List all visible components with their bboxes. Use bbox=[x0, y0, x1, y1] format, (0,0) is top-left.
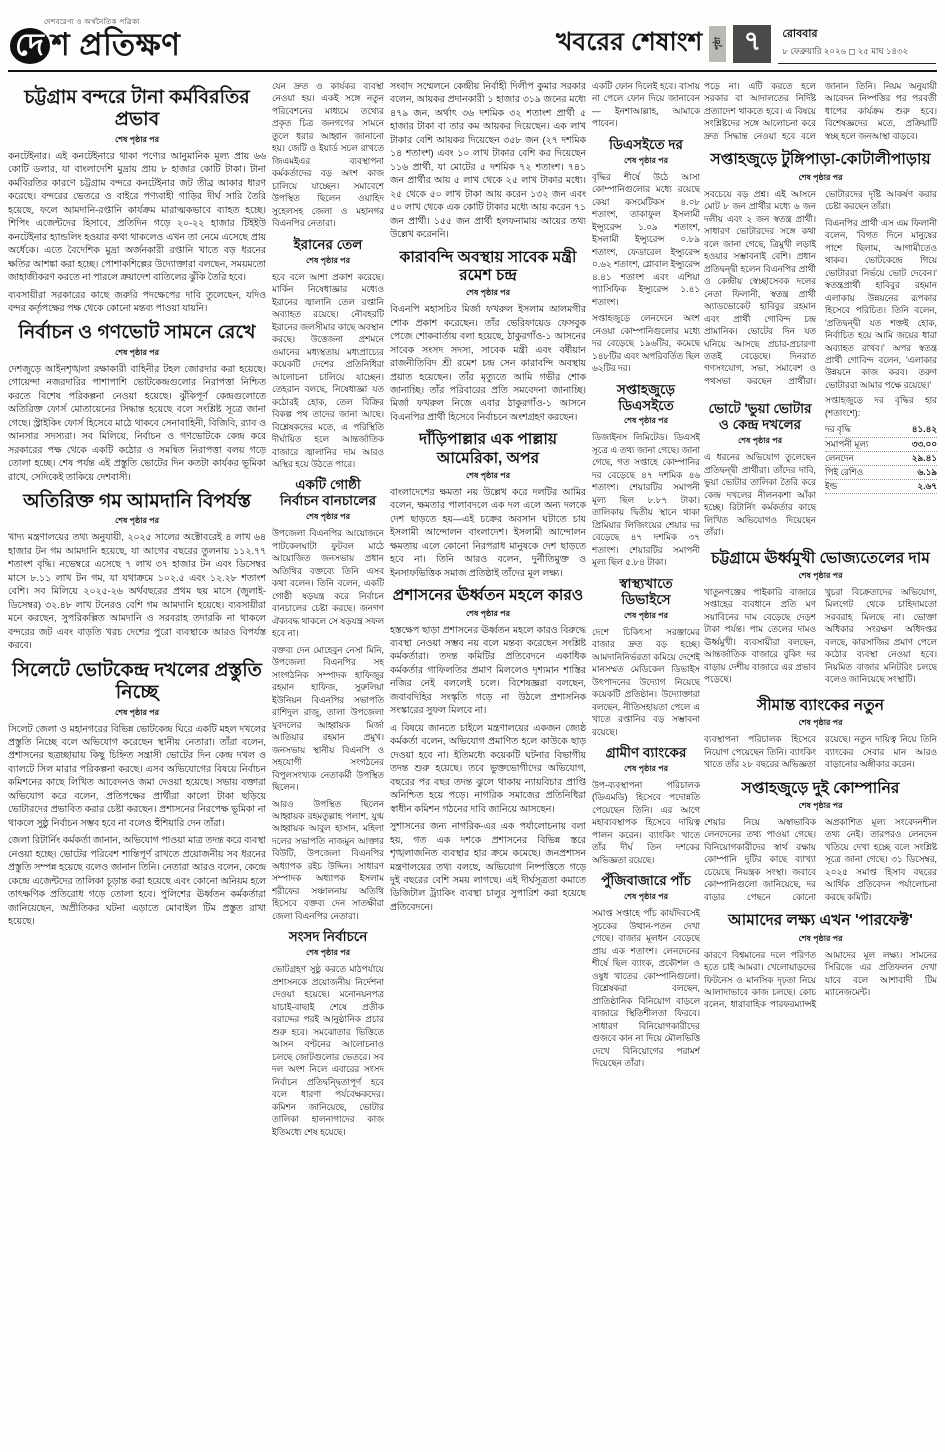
continued-from-label: শেষ পৃষ্ঠার পর bbox=[623, 416, 669, 426]
article-headline: চট্টগ্রাম বন্দরে টানা কর্মবিরতির প্রভাব bbox=[24, 87, 250, 131]
article-paragraph: সবচেয়ে বড় প্রশ্ন। এই আসনে মোট ৮ জন প্রার্থীর মধ্যে ৬ জন দলীয় এবং ২ জন স্বতন্ত্র প্রার্থী। সাধারণ ভোটারদের সঙ্গে কথা বলে জানা গেছে, ত্রিমুখী লড়াই হওয়ার সম্ভাবনাই বেশি। প্রধান প্রতিদ্বন্দ্বী হলেন বিএনপির প্রার্থী ও কেন্দ্রীয় স্বেচ্ছাসেবক দলের নেতা ফিলানী, স্বতন্ত্র প্রার্থী অ্যাডভোকেট হাবিবুর রহমান এবং প্রার্থী গোবিন্দ চন্দ্র প্রামানিক। ভোটের দিন যত ঘনিয়ে আসছে প্রচার-প্রচারণা ততই বেড়েছে। দিনরাত গণসংযোগ, সভা, সমাবেশ ও পথসভা করছেন প্রার্থীরা। ভোটারদের দৃষ্টি আকর্ষণ করার চেষ্টা করছেন তাঁরা। bbox=[704, 188, 937, 386]
article-paragraph: ব্যবসায়ীরা সরকারের কাছে জরুরি পদক্ষেপের দাবি তুলেছেন, যদিও বন্দর কর্তৃপক্ষের পক্ষ থেকে কোনো মন্তব্য পাওয়া যায়নি। bbox=[8, 289, 266, 313]
article-headline: সপ্তাহজুড়ে দুই কোম্পানির bbox=[741, 779, 900, 797]
continued-from-label: শেষ পৃষ্ঠার পর bbox=[737, 436, 783, 446]
header-rule bbox=[8, 70, 937, 72]
article-paragraph: বৃদ্ধির শীর্ষে উঠে আসা কোম্পানিগুলোর মধ্যে রয়েছে কেয়া কসমেটিকস ৪.০৮ শতাংশ, তাকাফুল ইসলামী ইন্স্যুরেন্স ১.০৯ শতাংশ, ইসলামী ইন্স্যুরেন্স ০.৮৯ শতাংশ, ফেডারেল ইন্স্যুরেন্স ০.৬২ শতাংশ, গ্লোবাল ইন্স্যুরেন্স ৪.৪১ শতাংশ এবং এশিয়া প্যাসিফিক ইন্স্যুরেন্স ১.৪১ শতাংশ। bbox=[592, 171, 700, 307]
article-paragraph: সপ্তাহজুড়ে দর বৃদ্ধির হার (শতাংশে): bbox=[825, 395, 937, 418]
article bbox=[390, 80, 586, 242]
article bbox=[592, 873, 700, 1069]
article-headline: গ্রামীণ ব্যাংকের bbox=[605, 744, 687, 760]
article bbox=[8, 322, 266, 484]
article bbox=[390, 249, 586, 425]
quote-row bbox=[825, 466, 937, 480]
article-headline: কারাবন্দি অবস্থায় সাবেক মন্ত্রী রমেশ চন্দ্র bbox=[399, 248, 577, 284]
two-column-body bbox=[704, 733, 937, 772]
continued-from-label: শেষ পৃষ্ঠার পর bbox=[798, 933, 843, 943]
dateline bbox=[778, 23, 936, 64]
quote-label: ইল্ড bbox=[825, 481, 838, 492]
two-column-body bbox=[704, 816, 937, 905]
page-number: ৭ bbox=[733, 25, 771, 63]
article bbox=[825, 394, 937, 494]
article-paragraph: খাতুনগঞ্জের পাইকারি বাজারে সপ্তাহের ব্যবধানে প্রতি মণ সয়াবিনের দাম বেড়েছে দেড়শ টাকা পর্যন্ত। পাম তেলের দামও ঊর্ধ্বমুখী। ব্যবসায়ীরা বলছেন, আন্তর্জাতিক বাজারে বুকিং দর বাড়ায় দেশীয় বাজারে এর প্রভাব পড়েছে। bbox=[704, 586, 816, 685]
article-paragraph: শেয়ার নিয়ে অস্বাভাবিক লেনদেনের তথ্য পাওয়া গেছে। বিনিয়োগকারীদের স্বার্থ রক্ষায় কোম্পানি দুটির কাছে ব্যাখ্যা চেয়েছে নিয়ন্ত্রক সংস্থা। জবাবে কোম্পানিগুলো জানিয়েছে, দর বাড়ার পেছনে কোনো অপ্রকাশিত মূল্য সংবেদনশীল তথ্য নেই। তারপরও লেনদেন খতিয়ে দেখা হচ্ছে বলে সংশ্লিষ্ট সূত্রে জানা গেছে। ৩১ ডিসেম্বর, ২০২৫ সমাপ্ত হিসাব বছরের আর্থিক প্রতিবেদন পর্যালোচনা করছে কমিটি। bbox=[704, 816, 937, 902]
article-paragraph: বিএনপির প্রার্থী এস এম ফিলানী বলেন, 'বিগত দিনে মানুষের পাশে ছিলাম, আগামীতেও থাকব। ভোটকেন্দ্রে গিয়ে ভোটাররা নির্ভয়ে ভোট দেবেন।' স্বতন্ত্রপ্রার্থী হাবিবুর রহমান এলাকায় উন্নয়নের রূপকার হিসেবে পরিচিত। তিনি বলেন, 'প্রতিদ্বন্দ্বী যত শক্তই হোক, নির্বাচিত হয়ে আমি জয়ের ধারা অব্যাহত রাখব।' অপর স্বতন্ত্র প্রার্থী গোবিন্দ বলেন, 'এলাকার উন্নয়নে কাজ করব। তরুণ ভোটাররা আমার পক্ষে রয়েছে।' bbox=[825, 217, 937, 390]
quote-row bbox=[825, 438, 937, 452]
newspaper-column bbox=[592, 80, 700, 1446]
continued-from-label: শেষ পৃষ্ঠার পর bbox=[798, 800, 843, 810]
quote-label: দর বৃদ্ধি bbox=[825, 424, 851, 435]
masthead-logo-bubble: দে bbox=[10, 28, 50, 64]
article-headline: ইরানের তেল bbox=[293, 236, 363, 252]
article bbox=[592, 382, 700, 569]
quote-row bbox=[825, 480, 937, 494]
quote-row bbox=[825, 423, 937, 437]
continued-from-label: শেষ পৃষ্ঠার পর bbox=[305, 948, 351, 958]
newspaper-column bbox=[390, 80, 586, 1446]
article-paragraph: হবে বলে আশা প্রকাশ করেছে। মার্কিন নিষেধাজ্ঞার মধ্যেও ইরানের জ্বালানি তেল রপ্তানি অব্যাহত রয়েছে। নৌবহরটি ইরানের জলসীমার কাছে অবস্থান করছে। উত্তেজনা প্রশমনে ওমানের মধ্যস্থতায় মধ্যপ্রাচ্যের কয়েকটি দেশের প্রতিনিধিরা আলোচনা চালিয়ে যাচ্ছেন। তেহরান বলছে, নিষেধাজ্ঞা যত কঠোরই হোক, তেল বিক্রির বিকল্প পথ তাদের জানা আছে। বিশ্লেষকদের মতে, এ পরিস্থিতি দীর্ঘায়িত হলে আন্তর্জাতিক বাজারে জ্বালানির দাম আরও অস্থির হয়ে উঠতে পারে। bbox=[272, 271, 384, 469]
page-header bbox=[556, 22, 938, 65]
article-paragraph: সংবাদ সম্মেলনে কেন্দ্রীয় নির্বাহী দিলীপ কুমার সরকার বলেন, আয়কর প্রদানকারী ১ হাজার ৩১৯ জনের মধ্যে ৪৭৯ জন, অর্থাৎ ৩৬ দশমিক ৩২ শতাংশ প্রার্থী ৫ হাজার টাকা বা তার কম আয়কর দিয়েছেন। এক লাখ টাকার বেশি আয়কর দিয়েছেন ৩৫৮ জন (২৭ দশমিক ১৪ শতাংশ) এবং ১০ লাখ টাকার বেশি কর দিয়েছেন ১১৬ প্রার্থী, যা মোটের ৫ দশমিক ৭২ শতাংশ। ৭৪১ জন প্রার্থীর আয় ৫ লাখ থেকে ২৫ লাখ টাকার মধ্যে। ২৫ থেকে ৫০ লাখ টাকা আয় করেন ১৩২ জন এবং ৫০ লাখ থেকে এক কোটি টাকার মধ্যে আয় করেন ৭১ জন প্রার্থী। ১৫৫ জন প্রার্থী হলফনামায় আয়ের তথ্য উল্লেখ করেননি। bbox=[390, 81, 586, 240]
article-headline: প্রশাসনের ঊর্ধ্বতন মহলে কারও bbox=[392, 587, 584, 605]
article-paragraph: একটি ফোন দিলেই হবে। বাসায় না পেলে ফোন দিয়ে জানাবেন— ইনশাআল্লাহ, আমাকে পাবেন। bbox=[592, 81, 700, 129]
newspaper-title-text: শ প্রতিক্ষণ bbox=[51, 27, 181, 62]
date-label: ৮ ফেব্রুয়ারি ২০২৬ ◻ ২৫ মাঘ ১৪৩২ bbox=[782, 46, 909, 56]
article-paragraph: খাদ্য মন্ত্রণালয়ের তথ্য অনুযায়ী, ২০২৫ সালের অক্টোবরেই ৪ লাখ ৬৪ হাজার টন গম আমদানি হয়েছে, যা আগের বছরের তুলনায় ১১২.৭৭ শতাংশ বৃদ্ধি। নভেম্বরে এসেছে ৭ লাখ ৩৭ হাজার টন এবং ডিসেম্বর মাসে ৮.১১ লাখ টন গম, যা যথাক্রমে ১০২.৫ এবং ১২.২৮ শতাংশ বেশি। সব মিলিয়ে ২০২৫-২৬ অর্থবছরের প্রথম ছয় মাসে (জুলাই-ডিসেম্বর) ৩২.৪৮ লাখ টনেরও বেশি গম আমদানি হয়েছে। ব্যবসায়ীরা মনে করছেন, সুপরিকল্পিত আমদানি ও সরবরাহ তদারকি না থাকলে বন্দরের জট এবং বাড়তি খরচ দেশের পুরো ব্যবস্থাকে আরও বিপর্যস্ত করবে। bbox=[8, 532, 266, 651]
article-headline: সিলেটে ভোটকেন্দ্র দখলের প্রস্তুতি নিচ্ছে bbox=[12, 659, 262, 704]
article bbox=[592, 80, 700, 130]
continued-from-label: শেষ পৃষ্ঠার পর bbox=[114, 707, 160, 717]
article-paragraph: বাংলাদেশের ক্ষমতা নয় উল্লেখ করে দলটির আমির বলেন, ক্ষমতার পালাবদলে এক দল এলে অন্য দলকে দেশ ছাড়তে হয়—এই চক্রের অবসান ঘটাতে চায় ইসলামী আন্দোলন বাংলাদেশ। ইসলামী আন্দোলন ক্ষমতায় এলে কোনো নিরপরাধ মানুষকে দেশ ছাড়তে হবে না। তিনি আরও বলেন, দুর্নীতিমুক্ত ও ইনসাফভিত্তিক সমাজ প্রতিষ্ঠাই তাঁদের মূল লক্ষ্য। bbox=[390, 486, 586, 578]
article-headline: সপ্তাহজুড়ে টুঙ্গিপাড়া-কোটালীপাড়ায় bbox=[710, 151, 931, 169]
right-region-section bbox=[704, 697, 937, 773]
continued-from-label: শেষ পৃষ্ঠার পর bbox=[114, 516, 160, 526]
continued-from-label: শেষ পৃষ্ঠার পর bbox=[114, 347, 160, 357]
article-paragraph: ভোটগ্রহণ সুষ্ঠু করতে মাঠপর্যায়ে প্রশাসনকে প্রয়োজনীয় নির্দেশনা দেওয়া হয়েছে। মনোনয়নপত্র যাচাই-বাছাই শেষে প্রতীক বরাদ্দের পরই আনুষ্ঠানিক প্রচার শুরু হবে। সমঝোতার ভিত্তিতে আসন বণ্টনের আলোচনাও চলছে জোটগুলোর ভেতরে। সব দল অংশ নিলে এবারের সংসদ নির্বাচন প্রতিদ্বন্দ্বিতাপূর্ণ হবে বলে ধারণা পর্যবেক্ষকদের। কমিশন জানিয়েছে, ভোটার তালিকা হালনাগাদের কাজ ইতিমধ্যে শেষ হয়েছে। bbox=[272, 964, 384, 1137]
split-left bbox=[704, 394, 816, 542]
continued-from-label: শেষ পৃষ্ঠার পর bbox=[114, 134, 160, 144]
continued-from-label: শেষ পৃষ্ঠার পর bbox=[465, 608, 511, 618]
continued-from-label: শেষ পৃষ্ঠার পর bbox=[465, 288, 511, 298]
two-column-body bbox=[704, 586, 937, 690]
continued-from-label: শেষ পৃষ্ঠার পর bbox=[623, 155, 669, 165]
continued-from-label: শেষ পৃষ্ঠার পর bbox=[465, 470, 511, 480]
right-region bbox=[704, 80, 937, 1446]
article-paragraph: যেন দ্রুত ও কার্যকর ব্যবস্থা নেওয়া হয়। একই সঙ্গে নতুন পরিবেশনের মাধ্যমে তথ্যের প্রকৃত চিত্র জনগণের সামনে তুলে ধরার আহ্বান জানানো হয়। জেটি ও ইয়ার্ড সচল রাখতে জিএমইএর ব্যবস্থাপনা কর্মকর্তাদের বড় অংশ কাজ চালিয়ে যাচ্ছেন। সমাবেশে উপস্থিত ছিলেন ওয়াহিদ সুহেলসহ জেলা ও মহানগর বিএনপির নেতারা। bbox=[272, 81, 384, 229]
article-paragraph: জেলা রিটার্নিং কর্মকর্তা জানান, অভিযোগ পাওয়া মাত্র তদন্ত করে ব্যবস্থা নেওয়া হচ্ছে। ভোটের পরিবেশ শান্তিপূর্ণ রাখতে প্রয়োজনীয় সব ধরনের প্রস্তুতি সম্পন্ন হয়েছে বলেও জানান তিনি। নেতারা আরও বলেন, কেন্দ্রে কেন্দ্রে এজেন্টদের তালিকা চূড়ান্ত করা হয়েছে এবং কোনো অনিয়ম হলে তাৎক্ষণিক প্রতিরোধ গড়ে তোলা হবে। পুলিশের ঊর্ধ্বতন কর্মকর্তারা জানিয়েছেন, অপ্রীতিকর ঘটনা এড়াতে মোবাইল টিম প্রস্তুত রাখা হয়েছে। bbox=[8, 835, 266, 927]
article-headline: ভোটে 'ভুয়া ভোটার ও কেন্দ্র দখলের bbox=[708, 401, 812, 433]
day-label: রোববার bbox=[782, 28, 818, 40]
article bbox=[390, 587, 586, 914]
article bbox=[704, 401, 816, 538]
article-headline: ডিএসইতে দর bbox=[609, 136, 683, 152]
quote-label: পিই রেশিও bbox=[825, 466, 864, 477]
article-paragraph: সমাপ্ত সপ্তাহে পাঁচ কার্যদিবসেই সূচকের উত্থান-পতন দেখা গেছে। বাজার মূলধন বেড়েছে প্রায় এক শতাংশ। লেনদেনের শীর্ষে ছিল ব্যাংক, প্রকৌশল ও ওষুধ খাতের কোম্পানিগুলো। বিশ্লেষকরা বলছেন, প্রাতিষ্ঠানিক বিনিয়োগ বাড়লে বাজারে স্থিতিশীলতা ফিরবে। সাধারণ বিনিয়োগকারীদের গুজবে কান না দিয়ে মৌলভিত্তি দেখে বিনিয়োগের পরামর্শ দিয়েছেন তাঁরা। bbox=[592, 908, 700, 1069]
right-region-section bbox=[704, 780, 937, 906]
article bbox=[272, 80, 384, 230]
article bbox=[8, 87, 266, 315]
article-paragraph: বিএনপি মহাসচিব মির্জা ফখরুল ইসলাম আলমগীর শোক প্রকাশ করেছেন। তাঁর ভেরিফায়েড ফেসবুক পেজে শোকবার্তায় বলা হয়েছে, ঠাকুরগাঁও-১ আসনের সাবেক সংসদ সদস্য, সাবেক মন্ত্রী এবং বর্ষীয়ান রাজনীতিবিদ শ্রী রমেশ চন্দ্র সেন কারাবন্দি অবস্থায় প্রয়াত হয়েছেন। তাঁর মৃত্যুতে আমি গভীর শোক জানাচ্ছি। তাঁর পরিবারের প্রতি সমবেদনা জানাচ্ছি। মির্জা ফখরুল নিজে এবার ঠাকুরগাঁও-১ আসনে বিএনপির প্রার্থী হিসেবে নির্বাচনে অংশগ্রহণ করছেন। bbox=[390, 304, 586, 422]
article bbox=[272, 237, 384, 471]
article-paragraph: উপজেলা বিএনপির আয়োজনে পাটকেলঘাটা ফুটবল মাঠে আয়োজিত জনসভায় প্রধান অতিথির বক্তব্যে তিনি এসব কথা বলেন। তিনি বলেন, একটি গোষ্ঠী ষড়যন্ত্র করে নির্বাচন বানচালের চেষ্টা করছে। জনগণ ঐক্যবদ্ধ থাকলে সে ষড়যন্ত্র সফল হবে না। bbox=[272, 528, 384, 639]
article-paragraph: দেশজুড়ে আইনশৃঙ্খলা রক্ষাকারী বাহিনীর টহল জোরদার করা হয়েছে। গোয়েন্দা নজরদারির পাশাপাশি ভোটকেন্দ্রগুলোর নিরাপত্তা নিশ্চিত করতে বিশেষ পরিকল্পনা নেওয়া হয়েছে। ঝুঁকিপূর্ণ কেন্দ্রগুলোতে অতিরিক্ত ফোর্স মোতায়েনের সিদ্ধান্ত হয়েছে বলে সংশ্লিষ্ট সূত্রে জানা গেছে। স্ট্রাইকিং ফোর্স হিসেবে মাঠে থাকবে সেনাবাহিনী, বিজিবি, র‌্যাব ও আনসার সদস্যরা। সব মিলিয়ে, নির্বাচন ও গণভোটকে কেন্দ্র করে সরকারের পক্ষ থেকে একটি কঠোর ও সমন্বিত নিরাপত্তা বলয় গড়ে তোলা হচ্ছে। শেষ পর্যন্ত এই প্রস্তুতি ভোটের দিন কতটা কার্যকর ভূমিকা রাখে, সেদিকেই তাকিয়ে দেশবাসী। bbox=[8, 363, 266, 482]
continued-from-label: শেষ পৃষ্ঠার পর bbox=[305, 512, 351, 522]
article-paragraph: সপ্তাহজুড়ে লেনদেনে অংশ নেওয়া কোম্পানিগুলোর মধ্যে দর বেড়েছে ১৯৬টির, কমেছে ১৪৮টির এবং অপরিবর্তিত ছিল ৬২টির দর। bbox=[592, 313, 700, 374]
article-paragraph: সিলেট জেলা ও মহানগরের বিভিন্ন ভোটকেন্দ্র ঘিরে একটি মহল দখলের প্রস্তুতি নিচ্ছে বলে অভিযোগ করেছেন স্থানীয় নেতারা। তাঁরা বলেন, প্রশাসনের ছত্রচ্ছায়ায় কিছু চিহ্নিত সন্ত্রাসী ভোটের দিন কেন্দ্র দখল ও ব্যালটে সিল মারার পরিকল্পনা করছে। এসব অভিযোগের বিষয়ে নির্বাচন কমিশনের কাছে লিখিত আবেদনও জমা দেওয়া হয়েছে। সভায় বক্তারা অভিযোগ করে বলেন, প্রতিপক্ষের প্রার্থীরা কালো টাকা ছড়িয়ে ভোটারদের প্রভাবিত করার চেষ্টা করছেন। প্রশাসনের নিরপেক্ষ ভূমিকা না থাকলে সুষ্ঠু নির্বাচন সম্ভব হবে না বলেও হুঁশিয়ারি দেন তাঁরা। bbox=[8, 723, 266, 828]
article-headline: একটি গোষ্ঠী নির্বাচন বানচালের bbox=[279, 477, 377, 509]
article bbox=[592, 576, 700, 738]
article-paragraph: ডিজাইনস লিমিটেড। ডিএসই সূত্রে এ তথ্য জানা গেছে। জানা গেছে, গত সপ্তাহে কোম্পানির দর বেড়েছে ৪৭ দশমিক ৪৬ শতাংশ। শেয়ারটির সমাপনী মূল্য ছিল ৮.৮৭ টাকা। তালিকায় দ্বিতীয় স্থানে থাকা প্রিমিয়ার লিজিংয়ের শেয়ার দর বেড়েছে ৪৭ দশমিক ৩৭ শতাংশ। শেয়ারটির সমাপনী মূল্য ছিল ৫.৮৪ টাকা। bbox=[592, 432, 700, 568]
split-right bbox=[825, 394, 937, 542]
article bbox=[8, 491, 266, 653]
continued-from-label: শেষ পৃষ্ঠার পর bbox=[305, 255, 351, 265]
two-column-body bbox=[704, 188, 937, 392]
article-headline: সংসদ নির্বাচনে bbox=[288, 929, 368, 945]
article bbox=[592, 137, 700, 375]
article bbox=[272, 477, 384, 922]
article-paragraph: এ বিষয়ে জানতে চাইলে মন্ত্রণালয়ের একজন জ্যেষ্ঠ কর্মকর্তা বলেন, অভিযোগ প্রমাণিত হলে কাউকে ছাড় দেওয়া হবে না। ইতিমধ্যে কয়েকটি ঘটনার বিভাগীয় তদন্ত শুরু হয়েছে। তবে ভুক্তভোগীদের অভিযোগ, বছরের পর বছর তদন্ত ঝুলে থাকায় ন্যায়বিচার প্রাপ্তি অনিশ্চিত হয়ে পড়ে। নাগরিক সমাজের প্রতিনিধিরা স্বাধীন কমিশন গঠনের দাবি জানিয়ে আসছেন। bbox=[390, 722, 586, 814]
masthead bbox=[10, 16, 430, 64]
continued-from-label: শেষ পৃষ্ঠার পর bbox=[798, 570, 843, 580]
quote-value: ২.৬৭ bbox=[917, 481, 937, 492]
article-paragraph: বক্তব্য দেন মোহেবুন নেসা মিনি, উপজেলা বিএনপির সহ সাংগঠনিক সম্পাদক হাফিজুর রহমান হাফিজ, সুরুলিয়া ইউনিয়ন বিএনপির সভাপতি রাশিদুল রাজু, তালা উপজেলা যুবদলের আহ্বায়ক মির্জা আতিয়ার রহমান প্রমুখ। জনসভায় স্থানীয় বিএনপি ও সহযোগী সংগঠনের বিপুলসংখ্যক নেতাকর্মী উপস্থিত ছিলেন। bbox=[272, 644, 384, 793]
continued-from-label: শেষ পৃষ্ঠার পর bbox=[623, 763, 669, 773]
article bbox=[592, 745, 700, 866]
article bbox=[390, 431, 586, 580]
continued-from-label: শেষ পৃষ্ঠার পর bbox=[623, 892, 669, 902]
article-paragraph: খুচরা বিক্রেতাদের অভিযোগ, মিলগেট থেকে চাহিদামতো সরবরাহ মিলছে না। ভোক্তা অধিকার সংরক্ষণ অধিদপ্তর বলছে, কারসাজির প্রমাণ পেলে কঠোর ব্যবস্থা নেওয়া হবে। নিয়মিত বাজার মনিটরিং চলছে বলেও জানিয়েছে সংস্থাটি। bbox=[825, 586, 937, 685]
article-paragraph: আরও উপস্থিত ছিলেন আহ্বায়ক রহমতুল্লাহ পলাশ, যুগ্ম আহ্বায়ক আবুল হাসান, মহিলা দলের সভাপতি নাজমুন আক্তার বিউটি, উপজেলা বিএনপির অধ্যাপক রইচ উদ্দিন। সাধারণ সম্পাদক অধ্যাপক ইসলাম শরীফের সঞ্চালনায় অতিথি হিসেবে বক্তব্য দেন সাতক্ষীরা জেলা বিএনপির নেতারা। bbox=[272, 798, 384, 921]
page-label: পৃষ্ঠা bbox=[709, 26, 726, 62]
article-paragraph: উপ-ব্যবস্থাপনা পরিচালক (ডিএমডি) হিসেবে পদোন্নতি পেয়েছেন তিনি। এর আগে মহাব্যবস্থাপক হিসেবে দায়িত্ব পালন করেন। ব্যাংকিং খাতে তাঁর দীর্ঘ তিন দশকের অভিজ্ঞতা রয়েছে। bbox=[592, 779, 700, 865]
article-headline: চট্টগ্রামে ঊর্ধ্বমুখী ভোজ্যতেলের দাম bbox=[711, 549, 930, 567]
continued-from-label: শেষ পৃষ্ঠার পর bbox=[798, 172, 843, 182]
two-column-body bbox=[704, 949, 937, 1011]
article-headline: আমাদের লক্ষ্য এখন 'পারফেক্ট' bbox=[728, 912, 913, 930]
article-headline: পুঁজিবাজারে পাঁচ bbox=[601, 873, 691, 889]
article-paragraph: পড়ে না। এটি করতে হলে সরকার বা আদালতের নির্দিষ্ট প্রত্যাদেশ থাকতে হবে। এ বিষয়ে সংশ্লিষ্টদের সঙ্গে আলোচনা করে দ্রুত সিদ্ধান্ত নেওয়া হবে বলে জানান তিনি। নিয়ম অনুযায়ী আবেদন নিষ্পত্তির পর পরবর্তী ধাপের কার্যক্রম শুরু হবে। বিশেষজ্ঞদের মতে, প্রক্রিয়াটি স্বচ্ছ হলে জনআস্থা বাড়বে। bbox=[704, 81, 937, 141]
quote-row bbox=[825, 452, 937, 466]
article-paragraph: ব্যবস্থাপনা পরিচালক হিসেবে নিয়োগ পেয়েছেন তিনি। ব্যাংকিং খাতে তাঁর ২৮ বছরের অভিজ্ঞতা রয়েছে। নতুন দায়িত্ব নিয়ে তিনি ব্যাংকের সেবার মান আরও বাড়ানোর অঙ্গীকার করেন। bbox=[704, 734, 937, 770]
article-headline: স্বাস্থ্যখাতে ডিভাইসে bbox=[619, 575, 673, 607]
quote-label: সমাপনী মূল্য bbox=[825, 438, 869, 449]
right-region-section bbox=[704, 151, 937, 391]
newspaper-column bbox=[8, 80, 266, 1446]
article-headline: দাঁড়িপাল্লার এক পাল্লায় আমেরিকা, অপর bbox=[418, 431, 558, 467]
two-column-body bbox=[704, 80, 937, 144]
quote-value: ২৯.৪১ bbox=[911, 452, 937, 463]
article-headline: নির্বাচন ও গণভোট সামনে রেখে bbox=[18, 322, 256, 344]
right-region-section bbox=[704, 394, 937, 542]
quote-value: ৬.১৯ bbox=[917, 466, 937, 477]
article-paragraph: কারণে বিশ্বমানের দলে পরিণত হতে চাই আমরা। খেলোয়াড়দের ফিটনেস ও মানসিক দৃঢ়তা নিয়ে আলাদাভাবে কাজ চলছে। কোচ বলেন, ধারাবাহিক পারফরম্যান্সই আমাদের মূল লক্ষ্য। সামনের সিরিজে এর প্রতিফলন দেখা যাবে বলে আশাবাদী টিম ম্যানেজমেন্ট। bbox=[704, 949, 937, 1010]
article-headline: সপ্তাহজুড়ে ডিএসইতে bbox=[616, 381, 676, 413]
quote-label: লেনদেন bbox=[825, 452, 854, 463]
article-paragraph: দেশে চিকিৎসা সরঞ্জামের বাজার দ্রুত বড় হচ্ছে। আমদানিনির্ভরতা কমিয়ে দেশেই মানসম্মত মেডিকেল ডিভাইস উৎপাদনের উদ্যোগ নিয়েছে কয়েকটি প্রতিষ্ঠান। উদ্যোক্তারা বলছেন, নীতিসহায়তা পেলে এ খাতে রপ্তানির বড় সম্ভাবনা রয়েছে। bbox=[592, 626, 700, 737]
article-paragraph: হস্তক্ষেপ ছাড়া প্রশাসনের ঊর্ধ্বতন মহলে কারও বিরুদ্ধে ব্যবস্থা নেওয়া সম্ভব নয় বলে মন্তব্য করেছেন সংশ্লিষ্ট কর্মকর্তারা। তদন্ত কমিটির প্রতিবেদনে একাধিক কর্মকর্তার গাফিলতির প্রমাণ মিললেও দৃশ্যমান শাস্তির নজির নেই বললেই চলে। বিশেষজ্ঞরা বলছেন, জবাবদিহির সংস্কৃতি গড়ে না উঠলে প্রশাসনিক সংস্কারের সুফল মিলবে না। bbox=[390, 624, 586, 716]
article bbox=[272, 929, 384, 1138]
right-region-section bbox=[704, 550, 937, 690]
newspaper-column bbox=[272, 80, 384, 1446]
right-region-section bbox=[704, 80, 937, 144]
article-paragraph: এ ধরনের অভিযোগ তুলেছেন প্রতিদ্বন্দ্বী প্রার্থীরা। তাঁদের দাবি, ভুয়া ভোটার তালিকা তৈরি করে কেন্দ্র দখলের নীলনকশা আঁকা হচ্ছে। রিটার্নিং কর্মকর্তার কাছে লিখিত অভিযোগও দিয়েছেন তাঁরা। bbox=[704, 452, 816, 538]
right-region-section bbox=[704, 912, 937, 1011]
continued-from-label: শেষ পৃষ্ঠার পর bbox=[798, 718, 843, 728]
article-paragraph: কনটেইনার। এই কনটেইনারে থাকা পণ্যের আনুমানিক মূল্য প্রায় ৬৬ কোটি ডলার, যা বাংলাদেশি মুদ্রায় প্রায় ৮ হাজার কোটি টাকা। টানা কর্মবিরতির কারণে চট্টগ্রাম বন্দরে কনটেইনার জট তীব্র আকার ধারণ করেছে। বন্দরের ভেতরে ও বাইরে পণ্যবাহী গাড়ির দীর্ঘ সারি তৈরি হয়েছে, ফলে আমদানি-রপ্তানি কার্যক্রম মারাত্মকভাবে ব্যাহত হচ্ছে। শিপিং এজেন্টদের হিসাবে, প্রতিদিন গড়ে ২০-২২ হাজার টিইইউ কনটেইনার হ্যান্ডলিং হওয়ার কথা থাকলেও এখন তা নেমে এসেছে প্রায় অর্ধেকে। এতে বৈদেশিক মুদ্রা অর্জনকারী রপ্তানি খাতে বড় ধরনের ক্ষতির আশঙ্কা করা হচ্ছে। পোশাকশিল্পের উদ্যোক্তারা বলছেন, সময়মতো জাহাজীকরণ করতে না পারলে ক্রয়াদেশ বাতিলের ঝুঁকি তৈরি হবে। bbox=[8, 150, 266, 283]
article-headline: অতিরিক্ত গম আমদানি বিপর্যস্ত bbox=[23, 491, 251, 513]
quote-value: ৩৩.০০ bbox=[911, 438, 937, 449]
quote-value: ৪১.৪২ bbox=[911, 424, 937, 435]
continued-from-label: শেষ পৃষ্ঠার পর bbox=[623, 610, 669, 620]
section-title: খবরের শেষাংশ bbox=[556, 28, 703, 56]
article-headline: সীমান্ত ব্যাংকের নতুন bbox=[756, 696, 885, 714]
newspaper-title bbox=[10, 28, 430, 64]
article bbox=[8, 660, 266, 929]
masthead-tagline: দেশবরেণ্য ও অর্থনৈতিক পত্রিকা bbox=[44, 19, 140, 26]
article-paragraph: সুশাসনের জন্য নাগরিক-এর এক পর্যালোচনায় বলা হয়, গত এক দশকে প্রশাসনের বিভিন্ন স্তরে শৃঙ্খলাজনিত ব্যবস্থার হার ক্রমে কমেছে। জনপ্রশাসন মন্ত্রণালয়ের তথ্য বলছে, অভিযোগ নিষ্পত্তিতে গড়ে দুই বছরের বেশি সময় লাগছে। এই দীর্ঘসূত্রতা কমাতে ডিজিটাল ট্র্যাকিং ব্যবস্থা চালুর সুপারিশ করা হয়েছে প্রতিবেদনে। bbox=[390, 821, 586, 912]
